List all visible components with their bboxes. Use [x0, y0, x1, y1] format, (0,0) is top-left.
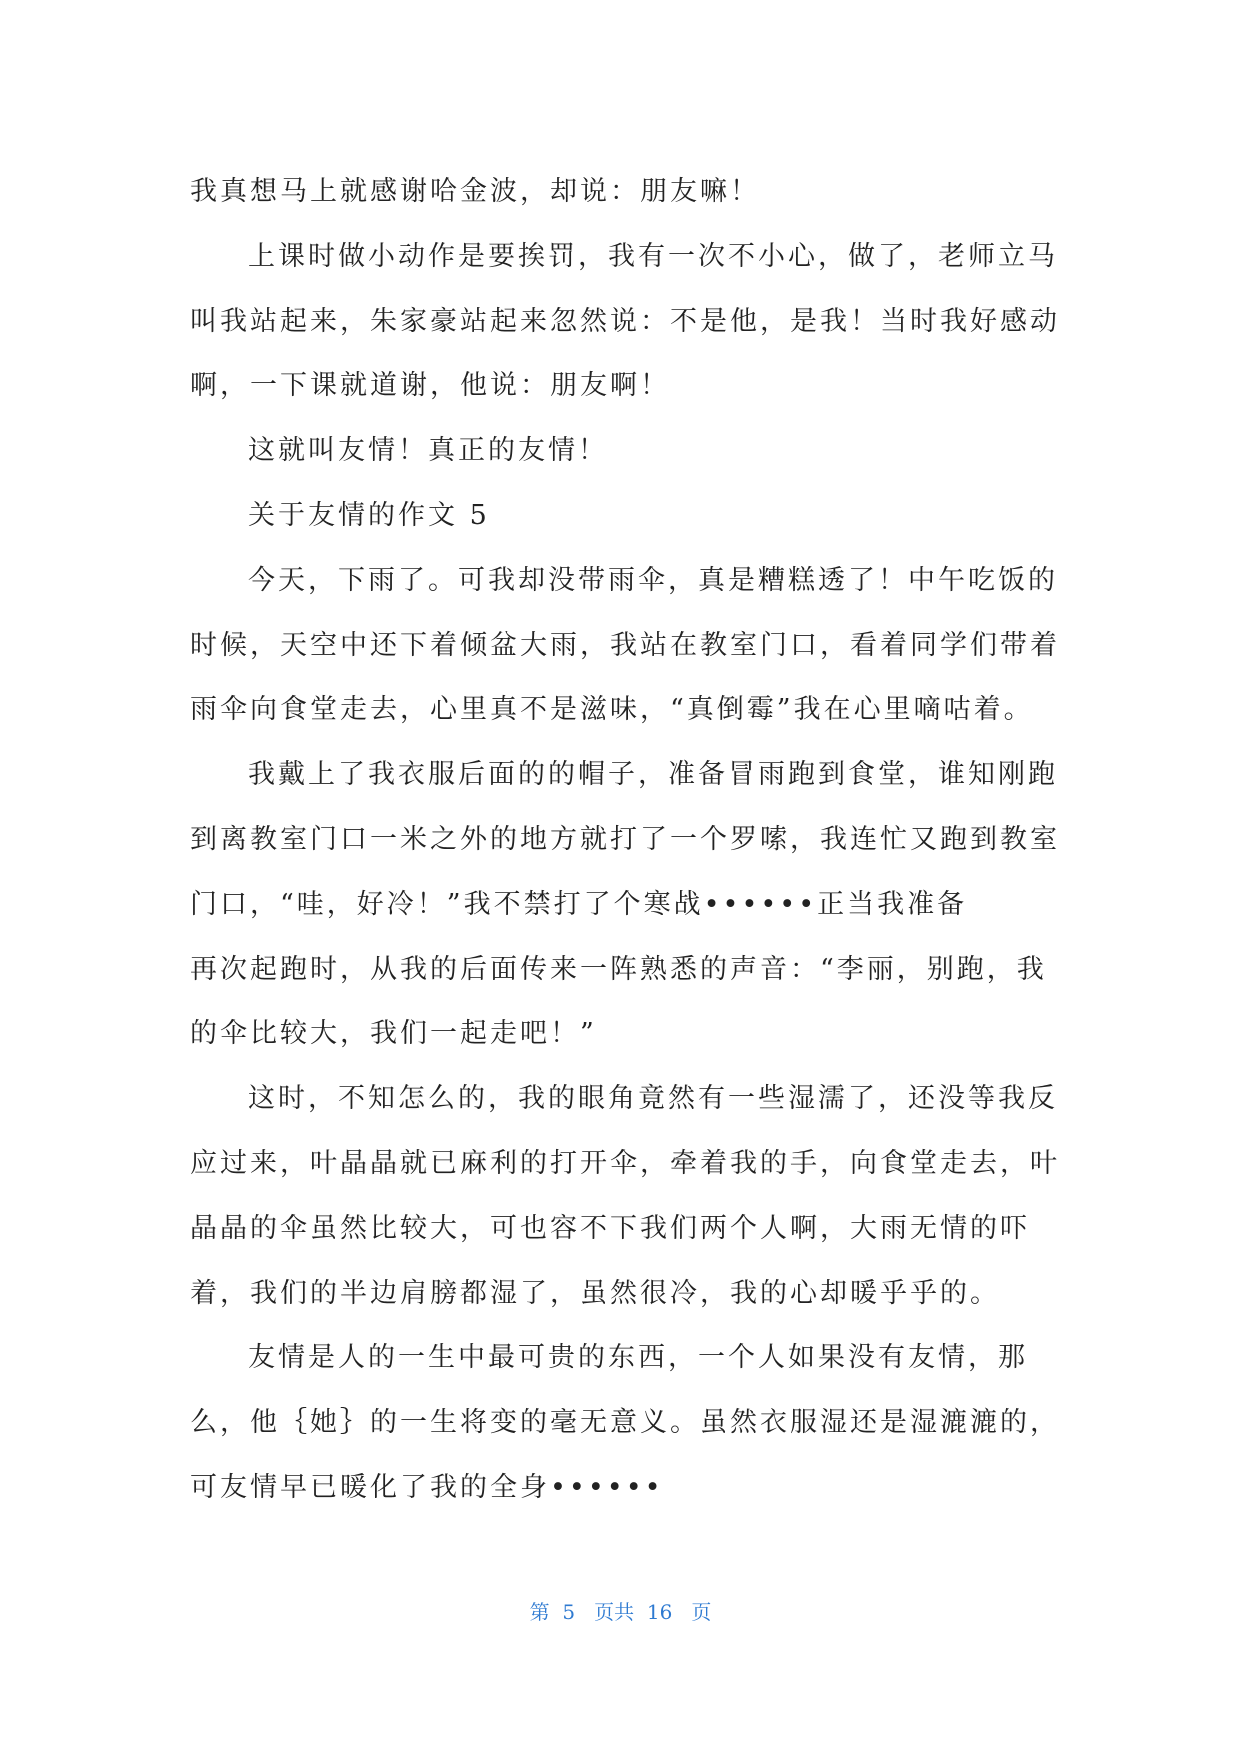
text-line: 今天，下雨了。可我却没带雨伞，真是糟糕透了！中午吃饭的: [248, 564, 1058, 596]
text-line: 我真想马上就感谢哈金波，却说：朋友嘛！: [190, 176, 760, 207]
text-line: 着，我们的半边肩膀都湿了，虽然很冷，我的心却暖乎乎的。: [190, 1277, 1000, 1309]
text-line: 雨伞向食堂走去，心里真不是滋味，“真倒霉”我在心里嘀咕着。: [190, 694, 1034, 726]
section-heading: 关于友情的作文 5: [248, 499, 490, 531]
text-line: 啊，一下课就道谢，他说：朋友啊！: [190, 370, 670, 402]
text-line: 应过来，叶晶晶就已麻利的打开伞，牵着我的手，向食堂走去，叶: [190, 1147, 1060, 1179]
text-line: 叫我站起来，朱家豪站起来忽然说：不是他，是我！当时我好感动: [190, 305, 1060, 337]
text-line: 么，他｛她｝的一生将变的毫无意义。虽然衣服湿还是湿漉漉的，: [190, 1407, 1060, 1439]
text-line: 上课时做小动作是要挨罚，我有一次不小心，做了，老师立马: [248, 240, 1058, 272]
text-line: 友情是人的一生中最可贵的东西，一个人如果没有友情，那: [248, 1342, 1028, 1374]
text-line: 门口，“哇，好冷！”我不禁打了个寒战••••••正当我准备: [190, 888, 968, 920]
document-body: [190, 160, 1060, 1521]
text-line: 这就叫友情！真正的友情！: [248, 435, 608, 467]
text-line: 晶晶的伞虽然比较大，可也容不下我们两个人啊，大雨无情的吓: [190, 1212, 1030, 1244]
text-line: 我戴上了我衣服后面的的帽子，准备冒雨跑到食堂，谁知刚跑: [248, 759, 1058, 791]
text-line: 的伞比较大，我们一起走吧！”: [190, 1018, 597, 1050]
text-line: 可友情早已暖化了我的全身••••••: [190, 1471, 664, 1503]
page-number-footer: 第 5 页共 16 页: [529, 1600, 712, 1624]
text-line: 再次起跑时，从我的后面传来一阵熟悉的声音：“李丽，别跑，我: [190, 953, 1047, 985]
text-line: 这时，不知怎么的，我的眼角竟然有一些湿濡了，还没等我反: [248, 1083, 1058, 1115]
text-line: 时候，天空中还下着倾盆大雨，我站在教室门口，看着同学们带着: [190, 629, 1060, 661]
text-line: 到离教室门口一米之外的地方就打了一个罗嗦，我连忙又跑到教室: [190, 823, 1060, 855]
